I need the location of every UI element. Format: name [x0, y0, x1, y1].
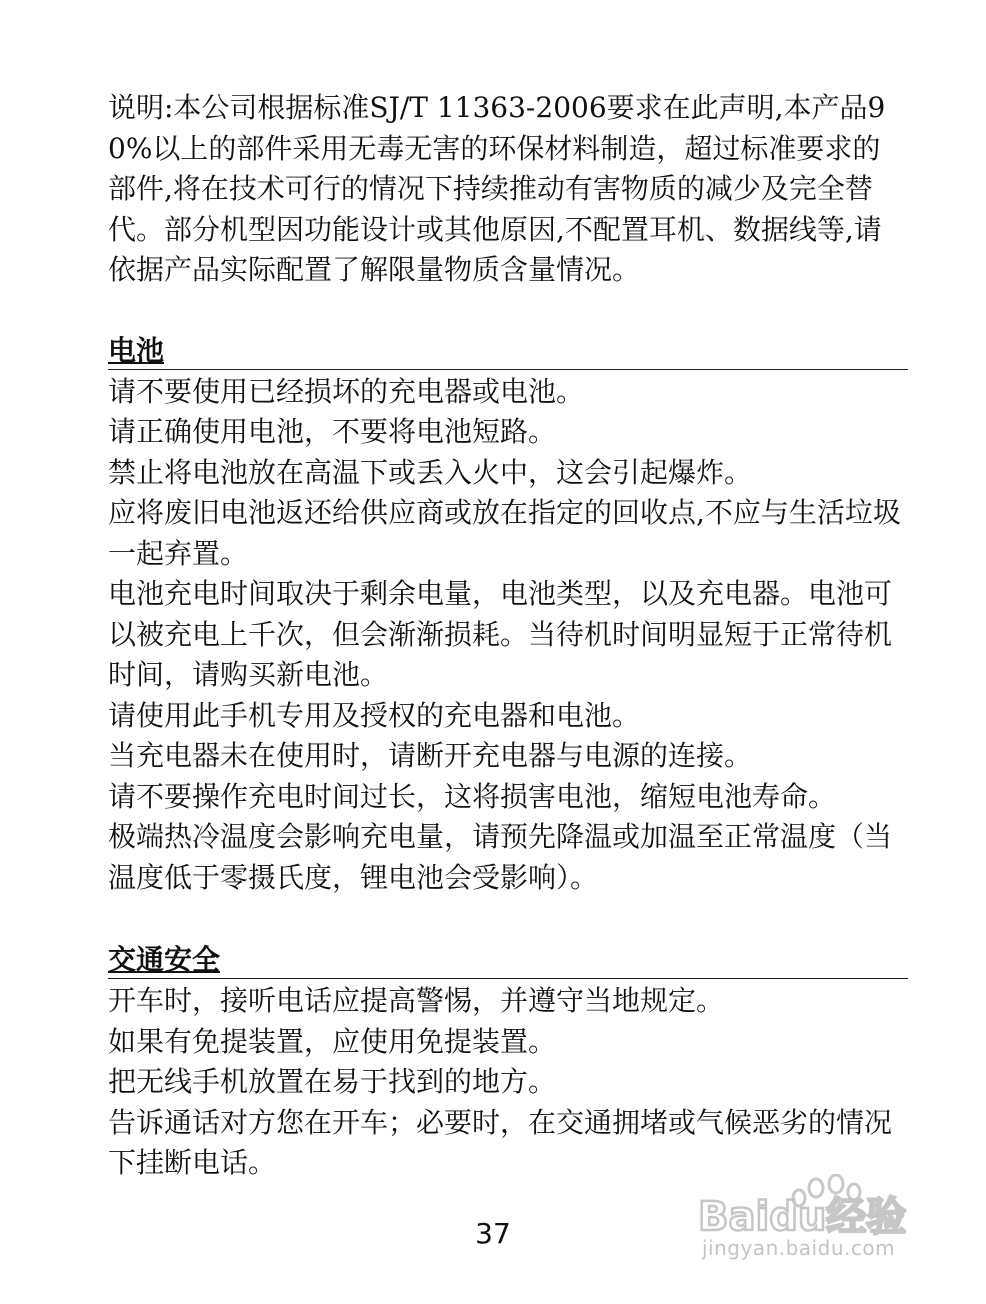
- baidu-jingyan-watermark: [688, 1160, 928, 1280]
- intro-statement: 说明:本公司根据标准SJ/T 11363-2006要求在此声明,本产品90%以上的部件采用无毒无害的环保材料制造，超过标准要求的部件,将在技术可行的情况下持续推动有害物质的减少及完全替代。部分机型因功能设计或其他原因,不配置耳机、数据线等,请依据产品实际配置了解限量物质含量情况。: [108, 91, 886, 286]
- section-traffic-safety: [108, 942, 908, 1184]
- traffic-paragraph: 把无线手机放置在易于找到的地方。: [108, 1065, 557, 1098]
- watermark-logo-text: Baidu经验: [698, 1194, 907, 1240]
- section-heading-traffic-safety: 交通安全: [108, 942, 908, 979]
- battery-paragraph: 请不要使用已经损坏的充电器或电池。: [108, 374, 585, 408]
- battery-paragraph: 请不要操作充电时间过长，这将损害电池，缩短电池寿命。: [108, 779, 837, 813]
- traffic-paragraph: 开车时，接听电话应提高警惕，并遵守当地规定。: [108, 984, 725, 1017]
- page-number: 37: [475, 1217, 511, 1250]
- section-body-traffic-safety: [108, 981, 908, 1184]
- battery-paragraph: 电池充电时间取决于剩余电量，电池类型，以及充电器。电池可以被充电上千次，但会渐渐损耗。当待机时间明显短于正常待机时间，请购买新电池。: [108, 577, 893, 691]
- battery-paragraph: 应将废旧电池返还给供应商或放在指定的回收点,不应与生活垃圾一起弃置。: [108, 496, 901, 570]
- traffic-paragraph: 告诉通话对方您在开车；必要时，在交通拥堵或气候恶劣的情况下挂断电话。: [108, 1105, 893, 1179]
- battery-paragraph: 当充电器未在使用时，请断开充电器与电源的连接。: [108, 739, 753, 772]
- battery-paragraph: 禁止将电池放在高温下或丢入火中，这会引起爆炸。: [108, 455, 753, 489]
- section-battery: [108, 333, 908, 899]
- battery-paragraph: 请使用此手机专用及授权的充电器和电池。: [108, 698, 641, 732]
- section-body-battery: [108, 372, 908, 899]
- battery-paragraph: 极端热冷温度会影响充电量，请预先降温或加温至正常温度（当温度低于零摄氏度，锂电池会受影响）。: [108, 820, 893, 894]
- battery-paragraph: 请正确使用电池，不要将电池短路。: [108, 415, 557, 448]
- watermark-url: jingyan.baidu.com: [702, 1236, 896, 1260]
- baidu-logo-icon: [698, 1174, 928, 1244]
- document-page: [108, 88, 908, 1228]
- traffic-paragraph: 如果有免提装置，应使用免提装置。: [108, 1024, 557, 1058]
- section-heading-battery: 电池: [108, 333, 908, 370]
